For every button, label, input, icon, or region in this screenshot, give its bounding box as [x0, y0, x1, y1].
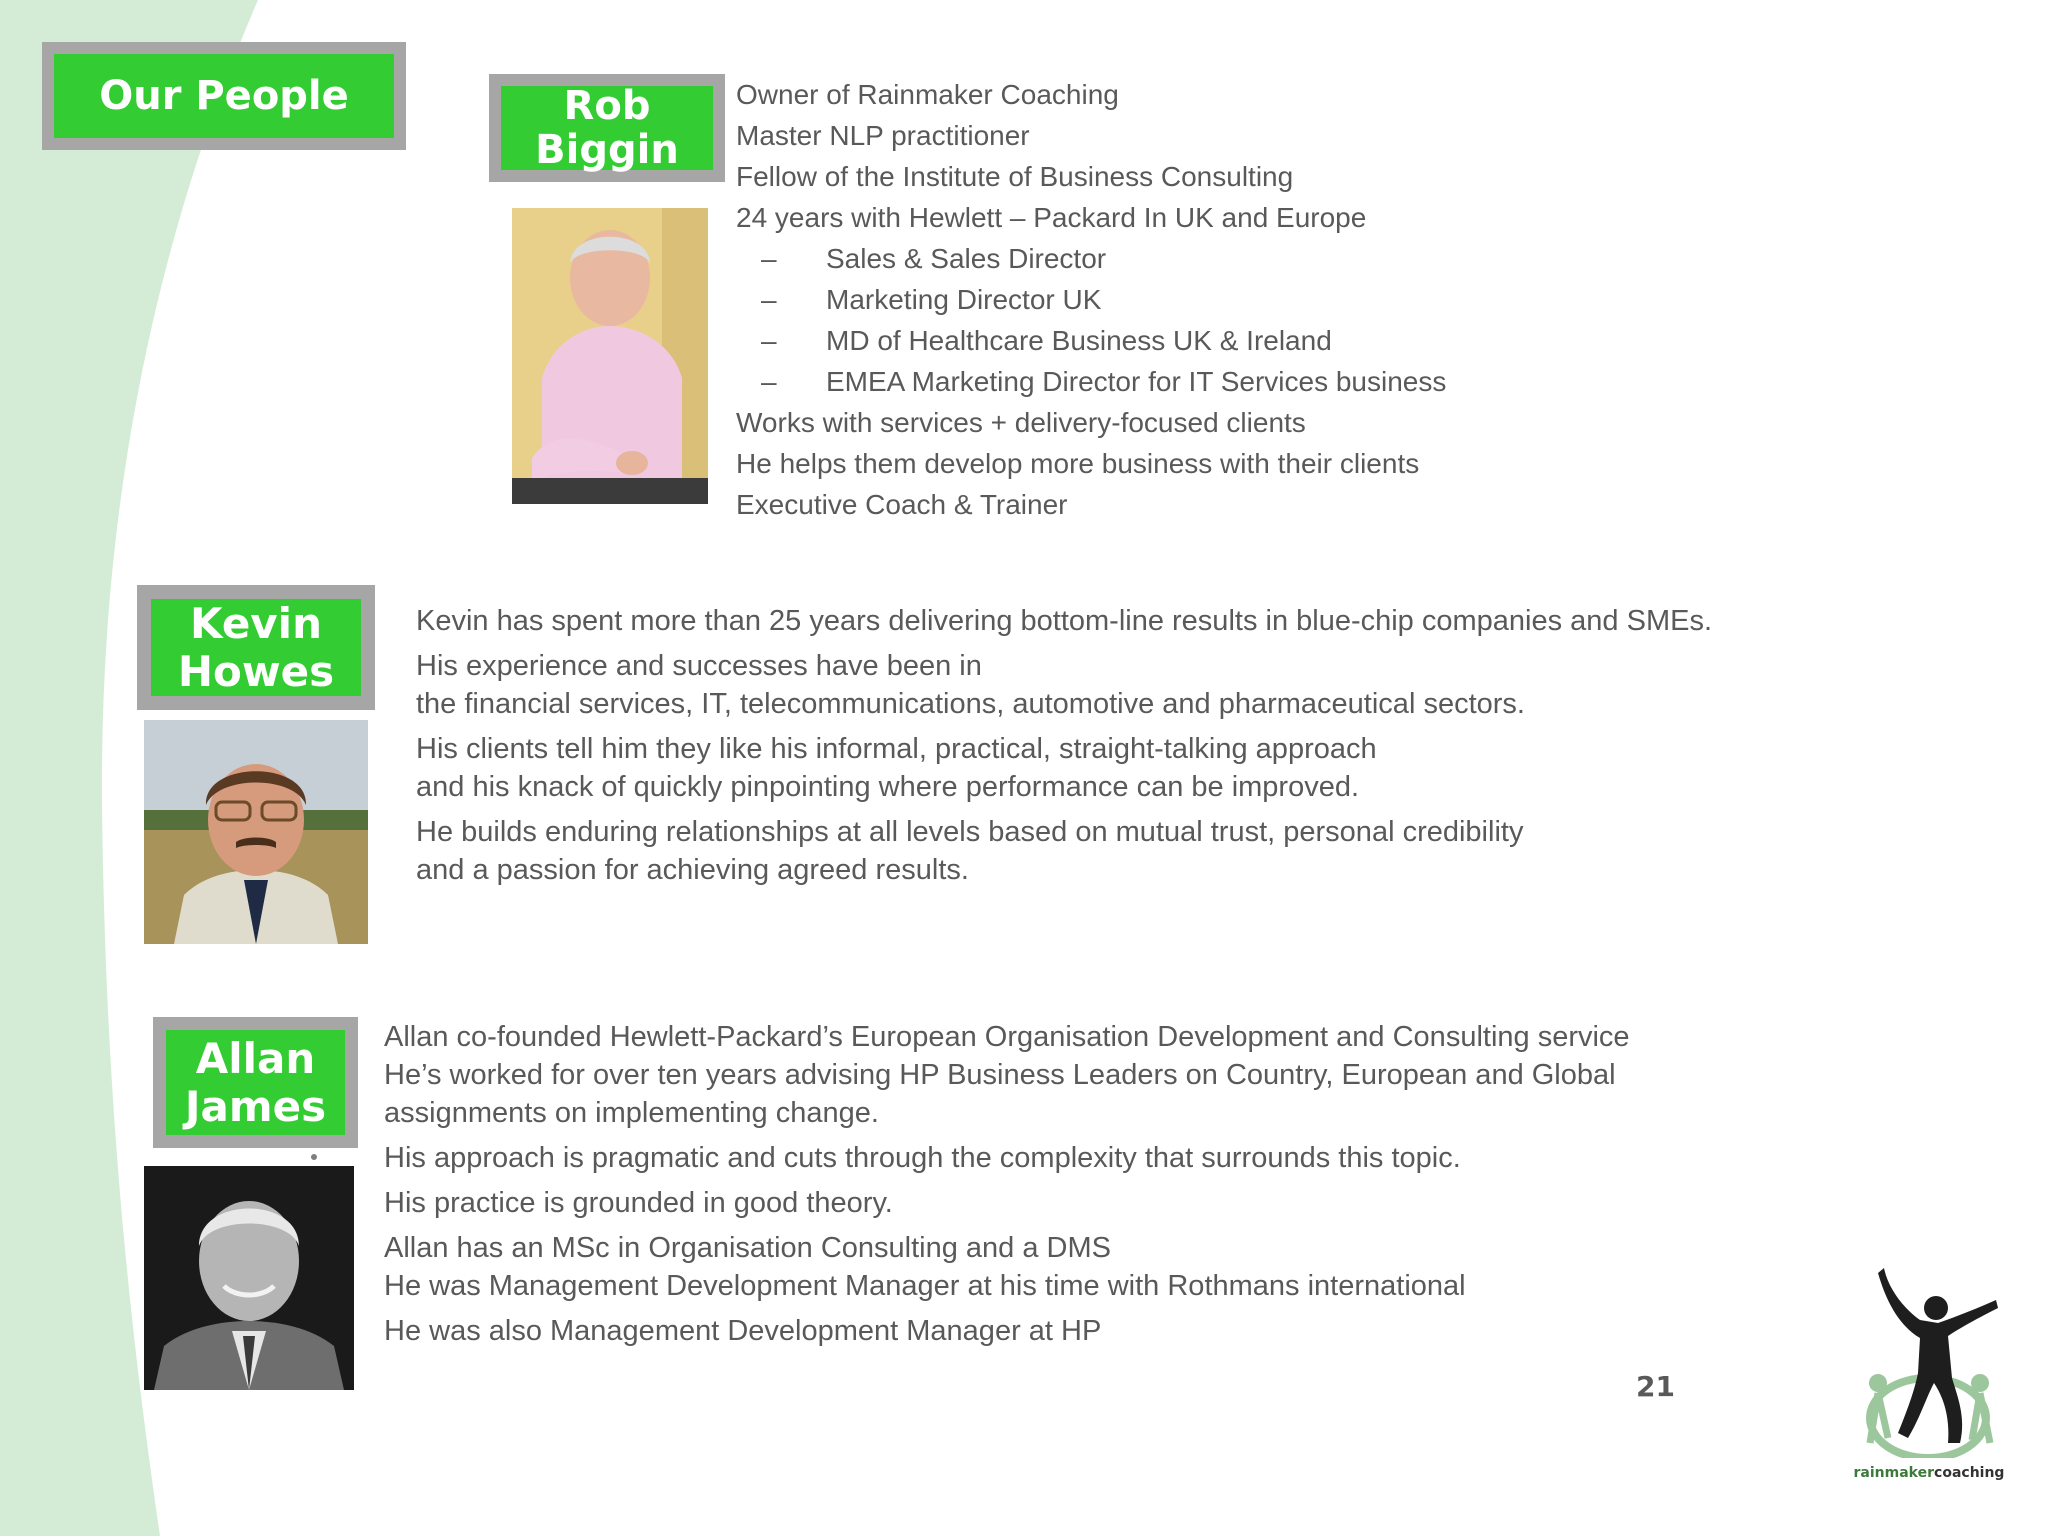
bio-paragraph — [416, 730, 1712, 806]
bullet-dot — [311, 1154, 317, 1160]
bio-paragraph — [384, 1184, 1630, 1222]
bio-line: Owner of Rainmaker Coaching — [736, 79, 1119, 110]
bullet-text: Marketing Director UK — [826, 284, 1102, 315]
logo-text-coaching: coaching — [1934, 1465, 2005, 1481]
name-first: Rob — [563, 83, 651, 129]
bio-line: He helps them develop more business with their clients — [736, 448, 1420, 479]
bio-paragraph — [384, 1018, 1630, 1132]
name-last: James — [184, 1081, 327, 1131]
bio-line: Executive Coach & Trainer — [736, 489, 1068, 520]
bio-line: Allan co-founded Hewlett-Packard’s European Organisation Development and Consulting service — [384, 1021, 1630, 1053]
bio-line: 24 years with Hewlett – Packard In UK and Europe — [736, 202, 1367, 233]
logo-text-rainmaker: rainmaker — [1853, 1465, 1935, 1481]
bio-paragraph — [384, 1312, 1630, 1350]
bio-rob-biggin — [736, 74, 1446, 525]
dash-marker: – — [761, 284, 777, 315]
bio-line: He was Management Development Manager at his time with Rothmans international — [384, 1270, 1466, 1302]
name-label-allan-james — [153, 1017, 358, 1148]
bio-bullet — [736, 279, 1446, 320]
bio-line: His experience and successes have been in — [416, 650, 982, 682]
bullet-text: Sales & Sales Director — [826, 243, 1107, 274]
rainmaker-logo — [1848, 1268, 2010, 1484]
photo-rob-biggin — [512, 208, 708, 504]
bio-line: Fellow of the Institute of Business Consulting — [736, 161, 1294, 192]
name-last: Biggin — [535, 127, 679, 173]
name-label-kevin-howes — [137, 585, 375, 710]
bio-line: His clients tell him they like his informal, practical, straight-talking approach — [416, 733, 1377, 765]
bio-line: assignments on implementing change. — [384, 1097, 879, 1129]
bio-paragraph — [416, 647, 1712, 723]
bio-line: Works with services + delivery-focused clients — [736, 407, 1306, 438]
bio-line: and his knack of quickly pinpointing where performance can be improved. — [416, 771, 1360, 803]
rainmaker-figure-icon — [1848, 1268, 2010, 1458]
name-first: Allan — [195, 1033, 316, 1083]
name-first: Kevin — [190, 598, 322, 648]
dash-marker: – — [761, 325, 777, 356]
bio-paragraph — [416, 602, 1712, 640]
page-title: Our People — [99, 73, 349, 119]
photo-allan-james — [144, 1166, 354, 1390]
dash-marker: – — [761, 366, 777, 397]
bullet-text: MD of Healthcare Business UK & Ireland — [826, 325, 1332, 356]
bio-line: He builds enduring relationships at all levels based on mutual trust, personal credibility — [416, 816, 1524, 848]
bio-bullet — [736, 361, 1446, 402]
bio-line: He’s worked for over ten years advising HP Business Leaders on Country, European and Global — [384, 1059, 1616, 1091]
bio-line: Master NLP practitioner — [736, 120, 1030, 151]
bullet-text: EMEA Marketing Director for IT Services business — [826, 366, 1447, 397]
bio-paragraph — [384, 1229, 1630, 1305]
bio-line: His approach is pragmatic and cuts through the complexity that surrounds this topic. — [384, 1142, 1461, 1174]
name-label-rob-biggin — [489, 74, 725, 182]
bio-line: He was also Management Development Manager at HP — [384, 1315, 1102, 1347]
bio-paragraph — [384, 1139, 1630, 1177]
bio-line: Kevin has spent more than 25 years delivering bottom-line results in blue-chip companies and SMEs. — [416, 605, 1713, 637]
bio-allan-james — [384, 1018, 1630, 1350]
bio-bullet — [736, 320, 1446, 361]
bio-kevin-howes — [416, 602, 1712, 889]
bio-bullet — [736, 238, 1446, 279]
bio-line: His practice is grounded in good theory. — [384, 1187, 893, 1219]
page-number: 21 — [1636, 1370, 1675, 1403]
title-label — [42, 42, 406, 150]
photo-kevin-howes — [144, 720, 368, 944]
name-last: Howes — [177, 646, 335, 696]
bio-line: Allan has an MSc in Organisation Consulting and a DMS — [384, 1232, 1111, 1264]
dash-marker: – — [761, 243, 777, 274]
bio-line: and a passion for achieving agreed results. — [416, 854, 969, 886]
bio-line: the financial services, IT, telecommunications, automotive and pharmaceutical sectors. — [416, 688, 1525, 720]
bio-paragraph — [416, 813, 1712, 889]
